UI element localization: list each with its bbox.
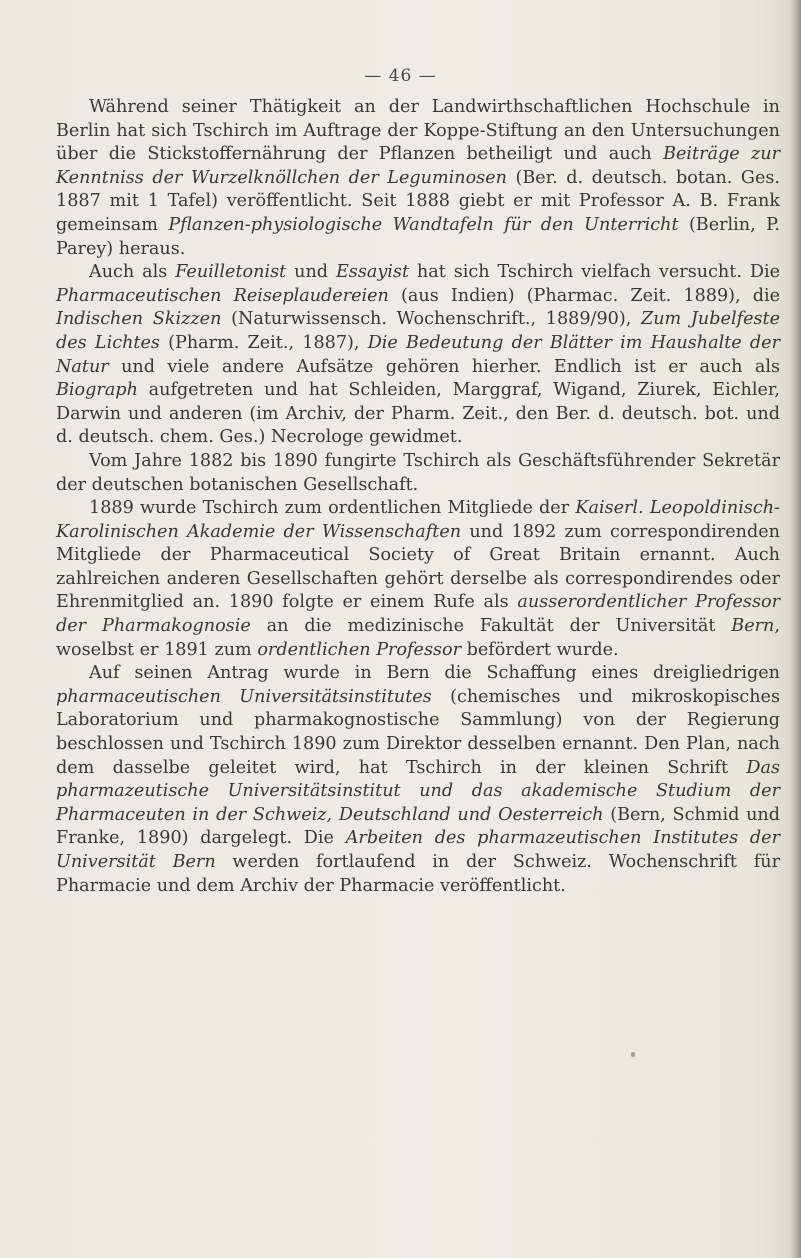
text-run: Auch als bbox=[89, 262, 176, 283]
text-run: an die medizinische Fakultät der Universität bbox=[250, 616, 732, 637]
text-run: Auf seinen Antrag wurde in Bern die Schaffung eines dreigliedrigen bbox=[89, 663, 780, 684]
text-run: , woselbst er 1891 zum bbox=[56, 616, 780, 660]
italic-title: Feuilletonist bbox=[175, 262, 287, 283]
italic-title: Pharmaceutischen Reiseplaudereien bbox=[56, 285, 389, 306]
page-number: — 46 — bbox=[364, 66, 437, 86]
text-run: (Bern, Schmid und Franke, 1890) dargelegt. Die bbox=[56, 804, 780, 849]
text-run: 1889 wurde Tschirch zum ordentlichen Mitgliede der bbox=[89, 498, 576, 519]
ink-speck bbox=[631, 1052, 635, 1057]
italic-title: Das pharmazeutische Universitätsinstitut und das akademische Studium der Pharmaceuten in der Schweiz, Deutschland und Oesterreich bbox=[56, 757, 780, 825]
text-run: aufgetreten und hat Schleiden, Marggraf, Wigand, Ziurek, Eichler, Darwin und anderen (im Archiv, der Pharm. Zeit., den Ber. d. deutsch. bot. und d. deutsch. chem. Ges.) Necrologe gewidmet. bbox=[56, 380, 780, 448]
italic-title: Biograph bbox=[56, 380, 138, 401]
italic-title: Pflanzen-physiologische Wandtafeln für den Unterricht bbox=[168, 214, 679, 235]
paragraph bbox=[56, 261, 780, 450]
paragraph bbox=[56, 497, 780, 662]
text-run: hat sich Tschirch vielfach versucht. Die bbox=[409, 262, 780, 283]
italic-title: Essayist bbox=[335, 262, 410, 283]
text-run: befördert wurde. bbox=[461, 639, 619, 660]
body-text bbox=[56, 96, 780, 898]
text-run: und 1892 zum correspondirenden Mitgliede der Pharmaceutical Society of Great Britain ernannt. Auch zahlreichen anderen Gesellschaften gehört derselbe als correspondirendes oder Ehrenmitglied an. 1890 folgte er einem Rufe als bbox=[56, 521, 781, 613]
text-run: Vom Jahre 1882 bis 1890 fungirte Tschirch als Geschäftsführender Sekretär der deutschen botanischen Gesellschaft. bbox=[56, 450, 780, 495]
italic-title: Die Bedeutung der Blätter im Haushalte der Natur bbox=[56, 332, 780, 377]
page-edge-shadow bbox=[789, 0, 801, 1258]
italic-title: Indischen Skizzen bbox=[56, 309, 222, 330]
text-run: und viele andere Aufsätze gehören hierher. Endlich ist er auch als bbox=[108, 356, 780, 377]
italic-title: pharmaceutischen Universitätsinstitutes bbox=[56, 686, 432, 707]
text-run: werden fortlaufend in der Schweiz. Wochenschrift für Pharmacie und dem Archiv der Pharmacie veröffentlicht. bbox=[56, 852, 780, 896]
italic-title: Arbeiten des pharmazeutischen Institutes der Universität Bern bbox=[56, 828, 781, 872]
italic-title: ordentlichen Professor bbox=[257, 639, 462, 660]
italic-title: Bern bbox=[731, 616, 775, 637]
text-run: (Pharm. Zeit., 1887), bbox=[159, 332, 368, 353]
text-run: (Berlin, P. Parey) heraus. bbox=[56, 214, 781, 259]
paragraph bbox=[56, 662, 780, 898]
paragraph bbox=[56, 96, 780, 261]
italic-title: Zum Jubelfeste des Lichtes bbox=[56, 309, 781, 353]
italic-title: ausserordentlicher Professor der Pharmakognosie bbox=[56, 592, 780, 637]
paragraph bbox=[56, 450, 780, 497]
text-run: (chemisches und mikroskopisches Laboratorium und pharmakognostische Sammlung) von der Regierung beschlossen und Tschirch 1890 zum Direktor desselben ernannt. Den Plan, nach dem dasselbe geleitet wird, hat Tschirch in der kleinen Schrift bbox=[56, 686, 780, 778]
italic-title: Beiträge zur Kenntniss der Wurzelknöllchen der Leguminosen bbox=[56, 144, 781, 188]
italic-title: Kaiserl. Leopoldinisch-Karolinischen Akademie der Wissenschaften bbox=[56, 498, 780, 542]
text-run: (Ber. d. deutsch. botan. Ges. 1887 mit 1 Tafel) veröffentlicht. Seit 1888 giebt er mit Professor A. B. Frank gemeinsam bbox=[56, 167, 780, 235]
text-run: Während seiner Thätigkeit an der Landwirthschaftlichen Hochschule in Berlin hat sich Tschirch im Auftrage der Koppe-Stiftung an den Untersuchungen über die Stickstoffernährung der Pflanzen betheiligt und auch bbox=[56, 97, 780, 165]
text-run: und bbox=[286, 262, 336, 283]
text-run: (Naturwissensch. Wochenschrift., 1889/90), bbox=[221, 309, 641, 330]
text-run: (aus Indien) (Pharmac. Zeit. 1889), die bbox=[388, 285, 781, 306]
